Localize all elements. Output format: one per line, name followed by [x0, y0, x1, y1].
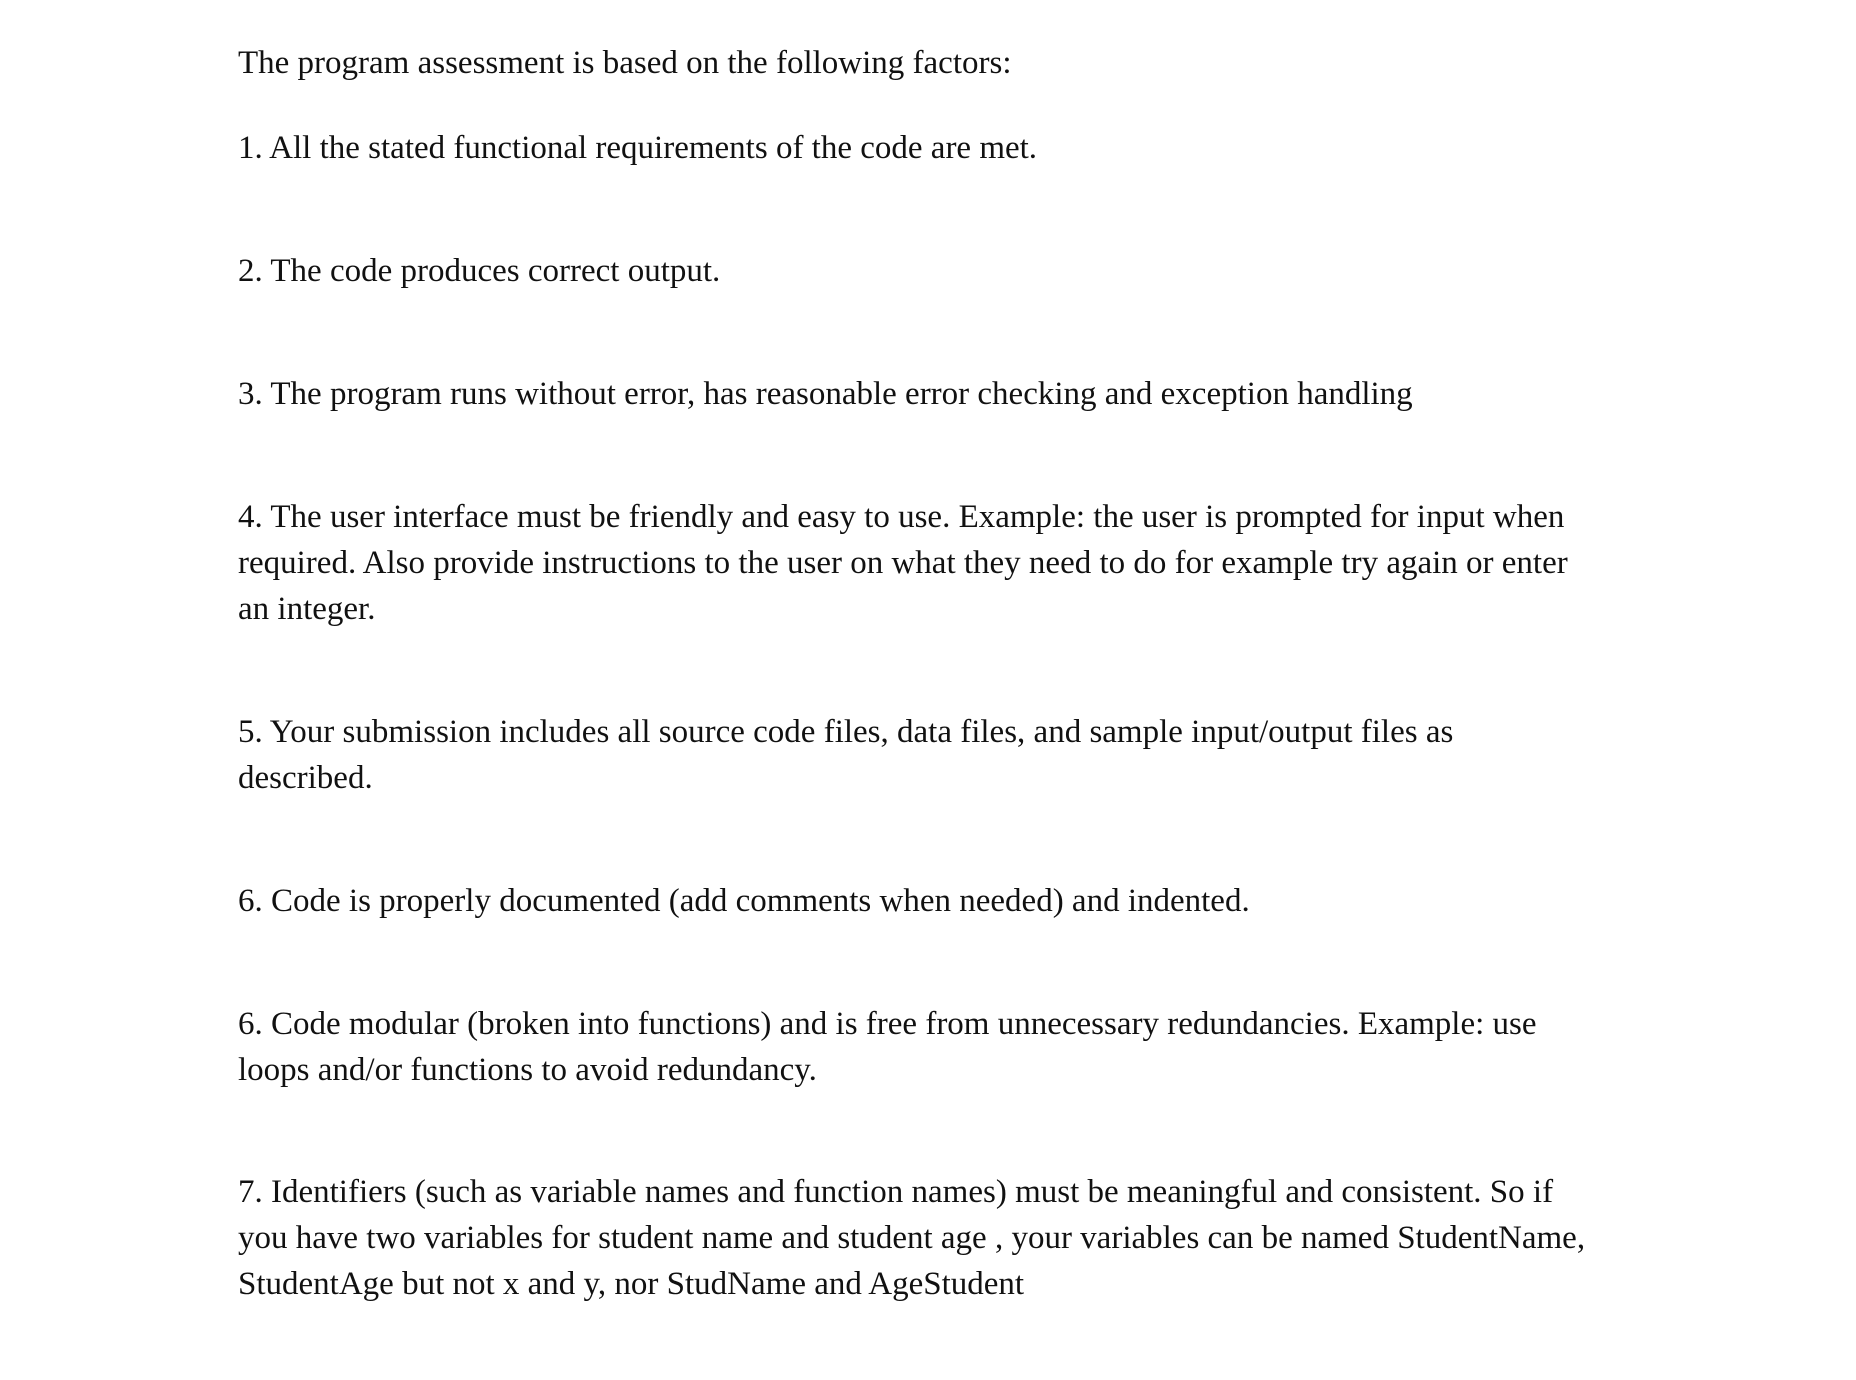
criterion-6-modularity — [238, 1001, 1638, 1093]
criterion-line: 4. The user interface must be friendly and easy to use. Example: the user is prompted for input when — [238, 499, 1565, 535]
criterion-7 — [238, 1169, 1638, 1307]
criterion-text: 6. Code is properly documented (add comments when needed) and indented. — [238, 883, 1250, 919]
criterion-line: 7. Identifiers (such as variable names and function names) must be meaningful and consistent. So if — [238, 1174, 1554, 1210]
criterion-2 — [238, 248, 1638, 294]
criterion-line: you have two variables for student name and student age , your variables can be named StudentName, — [238, 1220, 1586, 1256]
criterion-text: 3. The program runs without error, has reasonable error checking and exception handling — [238, 376, 1413, 412]
criterion-1 — [238, 125, 1638, 171]
criterion-4 — [238, 494, 1638, 632]
criterion-text: 2. The code produces correct output. — [238, 253, 721, 289]
criterion-line: 5. Your submission includes all source code files, data files, and sample input/output files as — [238, 714, 1454, 750]
criterion-line: described. — [238, 760, 373, 796]
criterion-text: 1. All the stated functional requirements of the code are met. — [238, 130, 1038, 166]
intro-text: The program assessment is based on the following factors: — [238, 45, 1012, 81]
criterion-5 — [238, 709, 1638, 801]
criterion-line: StudentAge but not x and y, nor StudName and AgeStudent — [238, 1266, 1025, 1302]
criterion-line: 6. Code modular (broken into functions) and is free from unnecessary redundancies. Example: use — [238, 1006, 1537, 1042]
criterion-line: required. Also provide instructions to the user on what they need to do for example try again or enter — [238, 545, 1568, 581]
criterion-line: an integer. — [238, 591, 376, 627]
criterion-6-documentation — [238, 878, 1638, 924]
criterion-line: loops and/or functions to avoid redundancy. — [238, 1052, 817, 1088]
criterion-3 — [238, 371, 1638, 417]
